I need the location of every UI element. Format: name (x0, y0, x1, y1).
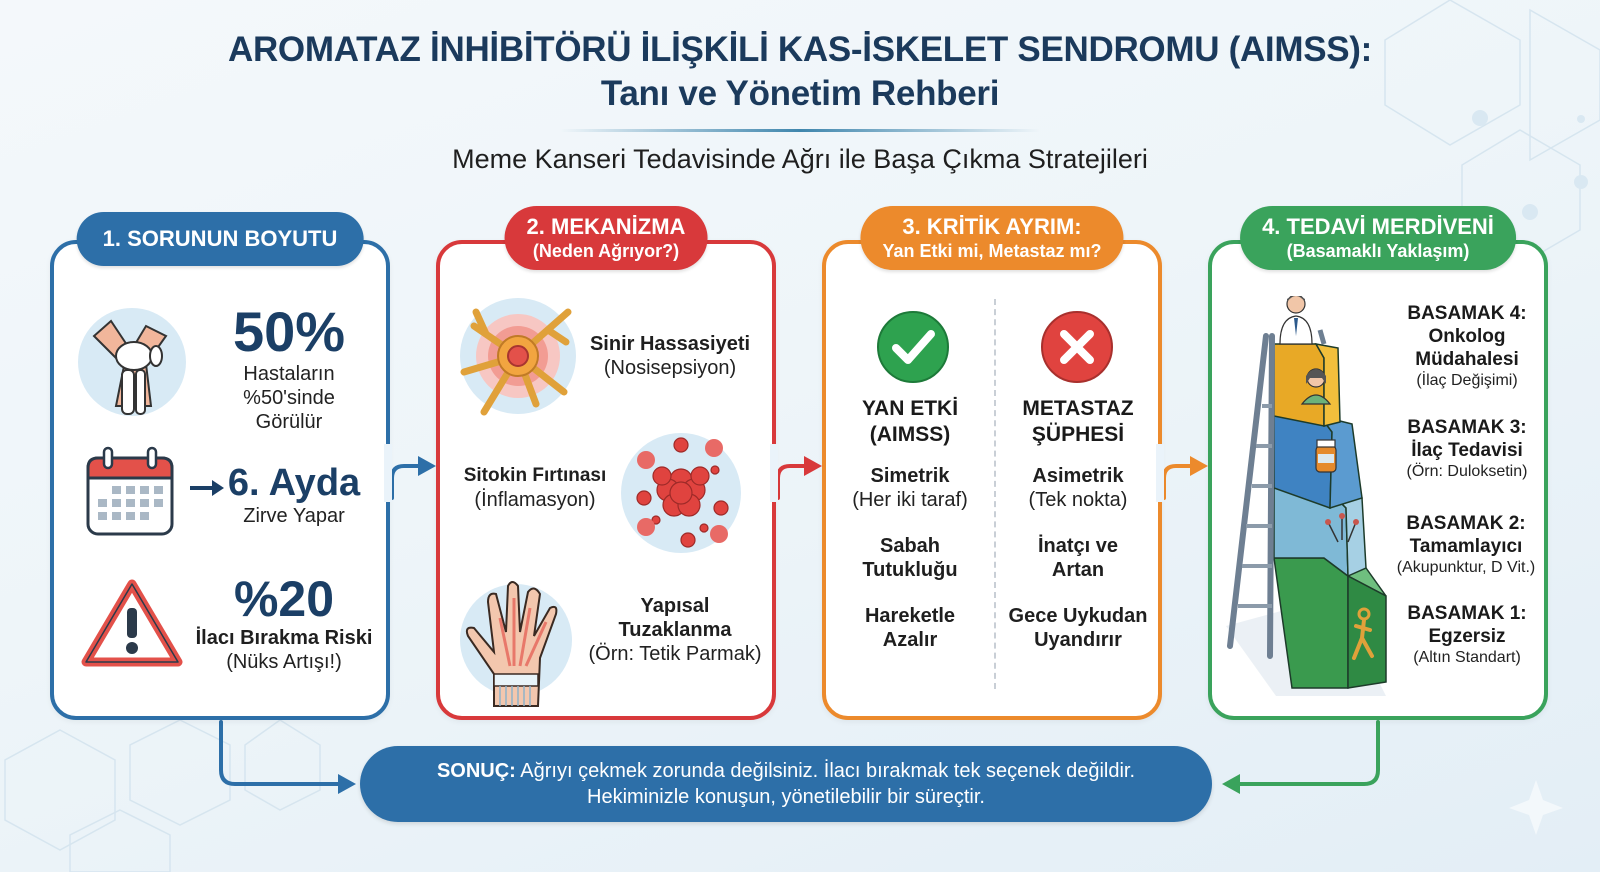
page-title (0, 28, 1600, 116)
stat-label-line: %50'sinde (243, 387, 335, 409)
panel-header-pill (860, 206, 1123, 270)
conclusion-text-2: Hekiminizle konuşun, yönetilebilir bir süreçtir. (587, 786, 985, 808)
border-gap (384, 444, 392, 502)
column-heading: YAN ETKİ (861, 397, 959, 420)
cytokine-cluster-icon (618, 430, 744, 556)
step-title-line: Tamamlayıcı (1409, 536, 1523, 557)
check-circle-icon (876, 310, 950, 384)
ladder-step-3 (1392, 416, 1542, 482)
mechanism-item-cytokine (450, 464, 620, 512)
ladder-step-1 (1392, 602, 1542, 668)
step-title-line: Onkolog (1428, 326, 1506, 347)
criterion-bold: Asimetrik (1032, 465, 1124, 487)
step-detail: (Akupunktur, D Vit.) (1396, 559, 1536, 576)
mechanism-detail: (İnflamasyon) (474, 489, 596, 511)
step-title-line: İlaç Tedavisi (1411, 440, 1523, 461)
inflamed-hand-icon (454, 578, 584, 708)
panel-title: 2. MEKANİZMA (526, 214, 686, 239)
step-label: BASAMAK 1: (1407, 603, 1527, 624)
mechanism-item-entrapment (580, 594, 770, 666)
title-line-1: AROMATAZ İNHİBİTÖRÜ İLİŞKİLİ KAS-İSKELET SENDROMU (AIMSS): (227, 30, 1373, 69)
ladder-step-2 (1384, 512, 1548, 578)
border-gap (770, 444, 778, 502)
stat-label-line: Zirve Yapar (243, 505, 345, 527)
step-label: BASAMAK 4: (1407, 303, 1527, 324)
side-effect-column (826, 396, 994, 652)
step-title-line: Müdahalesi (1415, 349, 1519, 370)
criterion-bold: Artan (1051, 559, 1105, 581)
stat-label-bold: İlacı Bırakma Riski (195, 627, 373, 649)
criterion-bold: Azalır (882, 629, 938, 651)
panel-mechanism (436, 214, 776, 720)
warning-triangle-icon (80, 578, 184, 670)
step-title-line: Egzersiz (1428, 626, 1506, 647)
panel-header-pill (1240, 206, 1516, 270)
panel-critical-distinction (822, 214, 1162, 720)
step-detail: (İlaç Değişimi) (1416, 372, 1518, 389)
mechanism-title: Sitokin Fırtınası (463, 465, 607, 486)
column-heading: METASTAZ (1022, 397, 1134, 420)
stat-label-line: Hastaların (243, 363, 335, 385)
panel-problem-scope (50, 226, 390, 720)
stat-prevalence (204, 302, 374, 434)
metastasis-column (994, 396, 1162, 652)
page-subtitle: Meme Kanseri Tedavisinde Ağrı ile Başa Çıkma Stratejileri (452, 144, 1148, 174)
conclusion-line-1 (360, 758, 1212, 784)
panel-title: 3. KRİTİK AYRIM: (902, 214, 1082, 239)
calendar-icon (82, 444, 178, 540)
column-heading: ŞÜPHESİ (1031, 423, 1125, 446)
panel-title: 1. SORUNUN BOYUTU (102, 226, 338, 251)
criterion-bold: Sabah (879, 535, 941, 557)
stat-discontinuation-risk (184, 572, 384, 674)
panel-title: 4. TEDAVİ MERDİVENİ (1262, 214, 1494, 239)
criterion-bold: İnatçı ve (1037, 535, 1119, 557)
criterion-detail: (Her iki taraf) (852, 489, 968, 511)
stat-value: 6. Ayda (227, 462, 361, 504)
step-label: BASAMAK 2: (1406, 513, 1526, 534)
mechanism-detail: (Nosisepsiyon) (603, 357, 737, 379)
step-detail: (Örn: Duloksetin) (1406, 463, 1528, 480)
stat-value: 50% (232, 300, 346, 363)
title-line-2: Tanı ve Yönetim Rehberi (600, 74, 1000, 113)
criterion-bold: Uyandırır (1034, 629, 1122, 651)
panel-header-pill (77, 212, 364, 266)
mechanism-title-line: Yapısal (640, 595, 710, 617)
stat-label-line: Görülür (255, 411, 323, 433)
criterion-bold: Gece Uykudan (1008, 605, 1148, 627)
criterion-bold: Simetrik (870, 465, 950, 487)
criterion-bold: Hareketle (864, 605, 956, 627)
title-divider (560, 129, 1040, 132)
mechanism-title: Sinir Hassasiyeti (589, 333, 751, 355)
nerve-cell-icon (456, 294, 580, 418)
mechanism-title-line: Tuzaklanma (618, 619, 732, 641)
stat-label-line: (Nüks Artışı!) (226, 651, 342, 673)
stat-value: %20 (233, 571, 335, 627)
step-label: BASAMAK 3: (1407, 417, 1527, 438)
ladder-step-4 (1392, 302, 1542, 391)
criterion-bold: Tutukluğu (862, 559, 958, 581)
treatment-ladder-illustration (1216, 296, 1396, 696)
mechanism-item-nerve (580, 332, 760, 380)
stat-peak-time (224, 462, 364, 528)
mechanism-detail: (Örn: Tetik Parmak) (588, 643, 762, 665)
x-circle-icon (1040, 310, 1114, 384)
panel-subtitle: (Basamaklı Yaklaşım) (1286, 241, 1470, 261)
panel-subtitle: Yan Etki mi, Metastaz mı? (882, 241, 1102, 261)
column-heading: (AIMSS) (869, 423, 951, 446)
sparkle-icon (1509, 780, 1563, 835)
criterion-detail: (Tek nokta) (1028, 489, 1128, 511)
conclusion-banner (360, 746, 1212, 822)
arrow-right-icon (188, 478, 226, 498)
conclusion-text-1: Ağrıyı çekmek zorunda değilsiniz. İlacı bırakmak tek seçenek değildir. (520, 760, 1136, 782)
knee-joint-icon (76, 306, 188, 418)
step-detail: (Altın Standart) (1413, 649, 1521, 666)
panel-header-pill (505, 206, 708, 270)
conclusion-label: SONUÇ: (436, 760, 516, 782)
panel-subtitle: (Neden Ağrıyor?) (532, 241, 680, 261)
panel-treatment-ladder (1208, 214, 1548, 720)
